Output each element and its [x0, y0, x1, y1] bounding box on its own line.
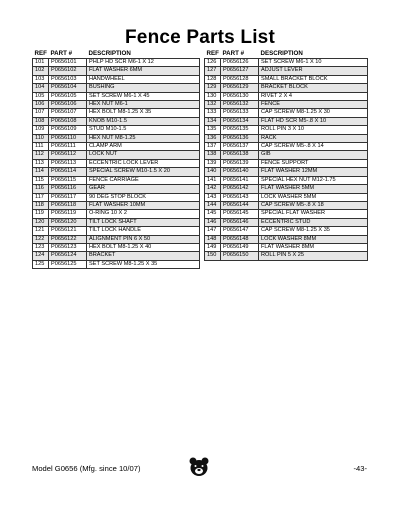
part-number-cell: P0656125 — [49, 260, 87, 268]
table-row — [205, 227, 368, 235]
ref-cell: 116 — [33, 185, 49, 193]
description-cell: SPECIAL HEX NUT M12-1.75 — [259, 176, 368, 184]
header-description: DESCRIPTION — [88, 50, 131, 57]
part-number-cell: P0656141 — [221, 176, 259, 184]
ref-cell: 110 — [33, 134, 49, 142]
description-cell: RACK — [259, 134, 368, 142]
table-row — [205, 193, 368, 201]
table-row — [33, 243, 200, 251]
description-cell: LOCK WASHER 8MM — [259, 235, 368, 243]
table-row — [205, 201, 368, 209]
ref-cell: 114 — [33, 168, 49, 176]
part-number-cell: P0656124 — [49, 252, 87, 260]
ref-cell: 143 — [205, 193, 221, 201]
description-cell: ADJUST LEVER — [259, 67, 368, 75]
ref-cell: 113 — [33, 159, 49, 167]
ref-cell: 103 — [33, 75, 49, 83]
ref-cell: 115 — [33, 176, 49, 184]
part-number-cell: P0656101 — [49, 59, 87, 67]
description-cell: FENCE SUPPORT — [259, 159, 368, 167]
table-row — [33, 201, 200, 209]
part-number-cell: P0656149 — [221, 243, 259, 251]
ref-cell: 140 — [205, 168, 221, 176]
description-cell: FLAT WASHER 5MM — [259, 185, 368, 193]
description-cell: GIB — [259, 151, 368, 159]
part-number-cell: P0656146 — [221, 218, 259, 226]
table-row — [205, 143, 368, 151]
description-cell: LOCK WASHER 5MM — [259, 193, 368, 201]
part-number-cell: P0656105 — [49, 92, 87, 100]
part-number-cell: P0656119 — [49, 210, 87, 218]
description-cell: FENCE CARRIAGE — [87, 176, 200, 184]
description-cell: LOCK NUT — [87, 151, 200, 159]
description-cell: 90 DEG STOP BLOCK — [87, 193, 200, 201]
description-cell: CAP SCREW M5-.8 X 18 — [259, 201, 368, 209]
ref-cell: 133 — [205, 109, 221, 117]
ref-cell: 118 — [33, 201, 49, 209]
part-number-cell: P0656110 — [49, 134, 87, 142]
description-cell: PHLP HD SCR M6-1 X 12 — [87, 59, 200, 67]
table-row — [205, 134, 368, 142]
ref-cell: 104 — [33, 84, 49, 92]
description-cell: BUSHING — [87, 84, 200, 92]
description-cell: HEX BOLT M8-1.25 X 40 — [87, 243, 200, 251]
table-row — [205, 59, 368, 67]
ref-cell: 112 — [33, 151, 49, 159]
part-number-cell: P0656113 — [49, 159, 87, 167]
description-cell: HEX BOLT M8-1.25 X 35 — [87, 109, 200, 117]
description-cell: RIVET 2 X 4 — [259, 92, 368, 100]
part-number-cell: P0656137 — [221, 143, 259, 151]
description-cell: ROLL PIN 5 X 25 — [259, 252, 368, 260]
part-number-cell: P0656102 — [49, 67, 87, 75]
table-row — [33, 210, 200, 218]
description-cell: FENCE — [259, 101, 368, 109]
part-number-cell: P0656112 — [49, 151, 87, 159]
part-number-cell: P0656132 — [221, 101, 259, 109]
ref-cell: 149 — [205, 243, 221, 251]
part-number-cell: P0656117 — [49, 193, 87, 201]
description-cell: ECCENTRIC LOCK LEVER — [87, 159, 200, 167]
part-number-cell: P0656114 — [49, 168, 87, 176]
part-number-cell: P0656147 — [221, 227, 259, 235]
part-number-cell: P0656127 — [221, 67, 259, 75]
description-cell: FLAT WASHER 12MM — [259, 168, 368, 176]
table-row — [33, 227, 200, 235]
table-row — [33, 143, 200, 151]
table-header-row — [33, 50, 200, 59]
description-cell: BRACKET BLOCK — [259, 84, 368, 92]
ref-cell: 147 — [205, 227, 221, 235]
part-number-cell: P0656104 — [49, 84, 87, 92]
description-cell: TILT LOCK HANDLE — [87, 227, 200, 235]
part-number-cell: P0656115 — [49, 176, 87, 184]
table-row — [205, 92, 368, 100]
part-number-cell: P0656150 — [221, 252, 259, 260]
ref-cell: 124 — [33, 252, 49, 260]
ref-cell: 142 — [205, 185, 221, 193]
ref-cell: 138 — [205, 151, 221, 159]
ref-cell: 136 — [205, 134, 221, 142]
part-number-cell: P0656106 — [49, 101, 87, 109]
table-row — [205, 67, 368, 75]
part-number-cell: P0656130 — [221, 92, 259, 100]
header-ref: REF — [206, 50, 219, 57]
part-number-cell: P0656109 — [49, 126, 87, 134]
table-row — [205, 159, 368, 167]
part-number-cell: P0656122 — [49, 235, 87, 243]
ref-cell: 134 — [205, 117, 221, 125]
header-part: PART # — [50, 50, 73, 57]
table-row — [33, 176, 200, 184]
table-row — [33, 193, 200, 201]
ref-cell: 144 — [205, 201, 221, 209]
ref-cell: 145 — [205, 210, 221, 218]
table-row — [33, 260, 200, 268]
parts-table-right — [204, 50, 368, 261]
table-row — [33, 67, 200, 75]
ref-cell: 123 — [33, 243, 49, 251]
ref-cell: 132 — [205, 101, 221, 109]
parts-table-left — [32, 50, 200, 269]
ref-cell: 129 — [205, 84, 221, 92]
ref-cell: 107 — [33, 109, 49, 117]
part-number-cell: P0656121 — [49, 227, 87, 235]
description-cell: GEAR — [87, 185, 200, 193]
part-number-cell: P0656116 — [49, 185, 87, 193]
table-row — [33, 126, 200, 134]
table-row — [205, 185, 368, 193]
ref-cell: 121 — [33, 227, 49, 235]
table-row — [205, 252, 368, 260]
table-row — [33, 218, 200, 226]
page-number: -43- — [353, 464, 367, 473]
description-cell: TILT LOCK SHAFT — [87, 218, 200, 226]
description-cell: SMALL BRACKET BLOCK — [259, 75, 368, 83]
ref-cell: 127 — [205, 67, 221, 75]
table-row — [33, 159, 200, 167]
table-row — [33, 168, 200, 176]
table-row — [205, 235, 368, 243]
table-row — [33, 59, 200, 67]
description-cell: SET SCREW M6-1 X 45 — [87, 92, 200, 100]
table-row — [205, 218, 368, 226]
ref-cell: 125 — [33, 260, 49, 268]
description-cell: CAP SCREW M8-1.25 X 35 — [259, 227, 368, 235]
part-number-cell: P0656138 — [221, 151, 259, 159]
part-number-cell: P0656135 — [221, 126, 259, 134]
part-number-cell: P0656120 — [49, 218, 87, 226]
table-row — [205, 117, 368, 125]
ref-cell: 117 — [33, 193, 49, 201]
table-row — [205, 75, 368, 83]
part-number-cell: P0656103 — [49, 75, 87, 83]
description-cell: CLAMP ARM — [87, 143, 200, 151]
part-number-cell: P0656126 — [221, 59, 259, 67]
table-row — [33, 151, 200, 159]
ref-cell: 122 — [33, 235, 49, 243]
description-cell: FLAT WASHER 8MM — [259, 243, 368, 251]
part-number-cell: P0656108 — [49, 117, 87, 125]
table-row — [33, 84, 200, 92]
table-row — [205, 84, 368, 92]
part-number-cell: P0656111 — [49, 143, 87, 151]
description-cell: BRACKET — [87, 252, 200, 260]
ref-cell: 108 — [33, 117, 49, 125]
part-number-cell: P0656148 — [221, 235, 259, 243]
ref-cell: 137 — [205, 143, 221, 151]
ref-cell: 101 — [33, 59, 49, 67]
table-row — [205, 101, 368, 109]
ref-cell: 135 — [205, 126, 221, 134]
table-row — [33, 92, 200, 100]
header-part: PART # — [222, 50, 245, 57]
table-row — [205, 176, 368, 184]
table-row — [205, 151, 368, 159]
page-title: Fence Parts List — [125, 27, 275, 48]
description-cell: FLAT WASHER 10MM — [87, 201, 200, 209]
table-row — [205, 126, 368, 134]
description-cell: SET SCREW M6-1 X 10 — [259, 59, 368, 67]
ref-cell: 106 — [33, 101, 49, 109]
part-number-cell: P0656134 — [221, 117, 259, 125]
ref-cell: 105 — [33, 92, 49, 100]
table-row — [205, 168, 368, 176]
ref-cell: 128 — [205, 75, 221, 83]
table-row — [33, 134, 200, 142]
description-cell: SPECIAL FLAT WASHER — [259, 210, 368, 218]
ref-cell: 146 — [205, 218, 221, 226]
description-cell: FLAT HD SCR M5-.8 X 10 — [259, 117, 368, 125]
part-number-cell: P0656140 — [221, 168, 259, 176]
description-cell: CAP SCREW M8-1.25 X 30 — [259, 109, 368, 117]
ref-cell: 150 — [205, 252, 221, 260]
description-cell: FLAT WASHER 6MM — [87, 67, 200, 75]
footer-model: Model G0656 (Mfg. since 10/07) — [32, 464, 141, 473]
ref-cell: 111 — [33, 143, 49, 151]
table-row — [33, 75, 200, 83]
ref-cell: 148 — [205, 235, 221, 243]
description-cell: ALIGNMENT PIN 6 X 50 — [87, 235, 200, 243]
table-row — [205, 210, 368, 218]
table-row — [33, 117, 200, 125]
ref-cell: 139 — [205, 159, 221, 167]
table-row — [205, 109, 368, 117]
part-number-cell: P0656129 — [221, 84, 259, 92]
part-number-cell: P0656143 — [221, 193, 259, 201]
ref-cell: 102 — [33, 67, 49, 75]
part-number-cell: P0656139 — [221, 159, 259, 167]
part-number-cell: P0656133 — [221, 109, 259, 117]
description-cell: KNOB M10-1.5 — [87, 117, 200, 125]
ref-cell: 126 — [205, 59, 221, 67]
table-row — [33, 101, 200, 109]
part-number-cell: P0656128 — [221, 75, 259, 83]
ref-cell: 141 — [205, 176, 221, 184]
description-cell: HEX NUT M6-1 — [87, 101, 200, 109]
header-ref: REF — [34, 50, 47, 57]
part-number-cell: P0656136 — [221, 134, 259, 142]
description-cell: SPECIAL SCREW M10-1.5 X 20 — [87, 168, 200, 176]
description-cell: STUD M10-1.5 — [87, 126, 200, 134]
part-number-cell: P0656107 — [49, 109, 87, 117]
table-row — [33, 109, 200, 117]
table-row — [33, 185, 200, 193]
table-row — [205, 243, 368, 251]
table-row — [33, 235, 200, 243]
description-cell: ROLL PIN 3 X 10 — [259, 126, 368, 134]
description-cell: ECCENTRIC STUD — [259, 218, 368, 226]
part-number-cell: P0656145 — [221, 210, 259, 218]
description-cell: HEX NUT M8-1.25 — [87, 134, 200, 142]
table-row — [33, 252, 200, 260]
ref-cell: 109 — [33, 126, 49, 134]
part-number-cell: P0656118 — [49, 201, 87, 209]
part-number-cell: P0656144 — [221, 201, 259, 209]
description-cell: HANDWHEEL — [87, 75, 200, 83]
ref-cell: 119 — [33, 210, 49, 218]
description-cell: O-RING 10 X 2 — [87, 210, 200, 218]
table-header-row — [205, 50, 368, 59]
ref-cell: 120 — [33, 218, 49, 226]
description-cell: SET SCREW M8-1.25 X 35 — [87, 260, 200, 268]
part-number-cell: P0656142 — [221, 185, 259, 193]
bear-logo-icon — [188, 456, 210, 478]
part-number-cell: P0656123 — [49, 243, 87, 251]
header-description: DESCRIPTION — [260, 50, 303, 57]
ref-cell: 130 — [205, 92, 221, 100]
description-cell: CAP SCREW M5-.8 X 14 — [259, 143, 368, 151]
